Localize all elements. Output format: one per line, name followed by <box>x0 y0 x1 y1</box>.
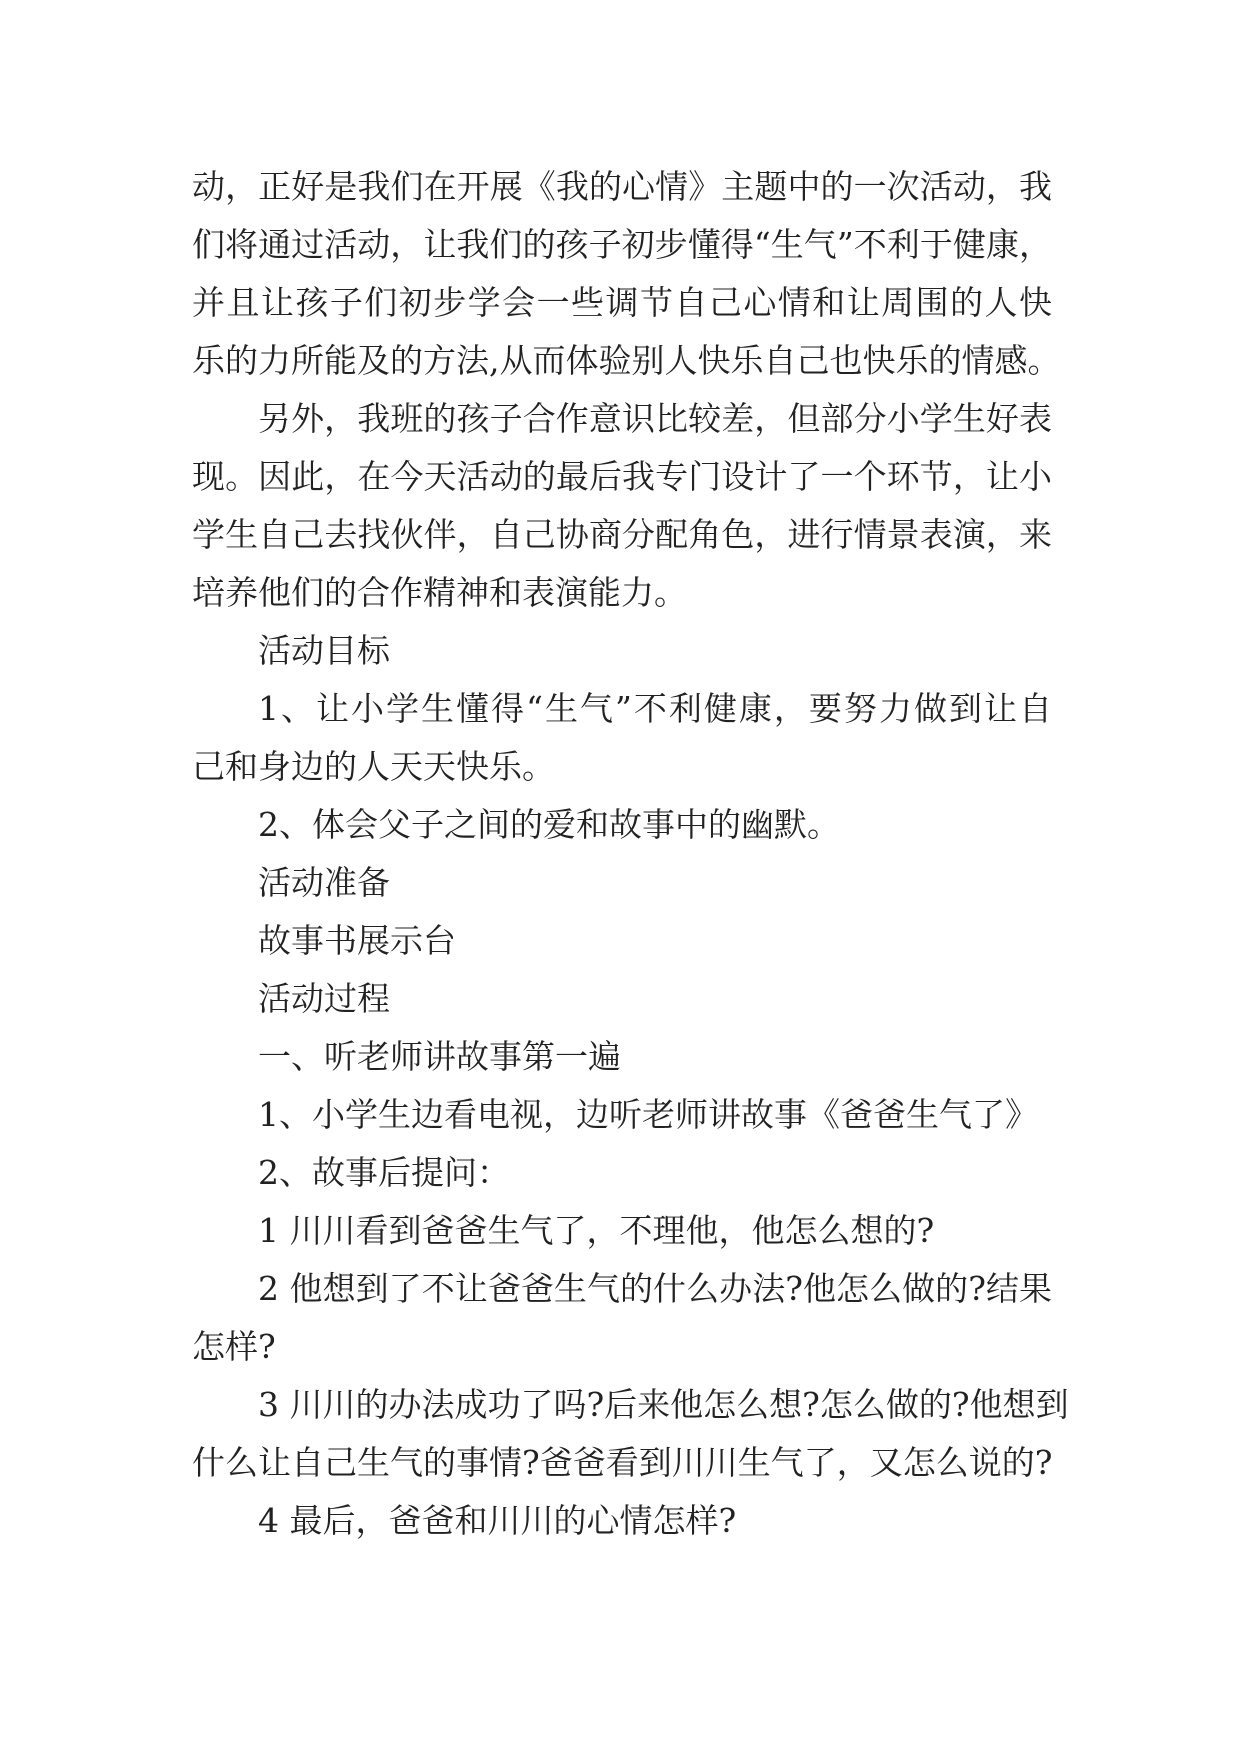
paragraph <box>192 1492 1052 1550</box>
text-line: 2、体会父子之间的爱和故事中的幽默。 <box>258 805 840 844</box>
text-line: 活动准备 <box>258 863 390 902</box>
paragraph <box>192 1144 1052 1202</box>
paragraph <box>192 970 1052 1028</box>
paragraph <box>192 1028 1052 1086</box>
text-line: 一、听老师讲故事第一遍 <box>258 1037 621 1076</box>
text-line: 乐的力所能及的方法,从而体验别人快乐自己也快乐的情感。 <box>192 341 1061 380</box>
text-line: 现。因此，在今天活动的最后我专门设计了一个环节，让小 <box>192 457 1052 496</box>
paragraph <box>192 854 1052 912</box>
paragraph <box>192 1260 1052 1376</box>
text-line: 活动过程 <box>258 979 390 1018</box>
paragraph <box>192 1376 1069 1492</box>
text-line: 学生自己去找伙伴，自己协商分配角色，进行情景表演，来 <box>192 515 1052 554</box>
text-line: 另外，我班的孩子合作意识比较差，但部分小学生好表 <box>258 399 1052 438</box>
text-line: 4 最后，爸爸和川川的心情怎样? <box>258 1501 737 1540</box>
paragraph <box>192 796 1052 854</box>
text-line: 什么让自己生气的事情?爸爸看到川川生气了，又怎么说的? <box>192 1443 1053 1482</box>
text-line: 故事书展示台 <box>258 921 456 960</box>
text-line: 2 他想到了不让爸爸生气的什么办法?他怎么做的?结果 <box>258 1269 1052 1308</box>
text-line: 2、故事后提问： <box>258 1153 510 1192</box>
text-line: 怎样? <box>192 1327 276 1366</box>
text-line: 1 川川看到爸爸生气了，不理他，他怎么想的? <box>258 1211 935 1250</box>
text-line: 培养他们的合作精神和表演能力。 <box>192 573 687 612</box>
paragraph <box>192 158 1061 390</box>
paragraph <box>192 622 1052 680</box>
text-line: 3 川川的办法成功了吗?后来他怎么想?怎么做的?他想到 <box>258 1385 1069 1424</box>
text-line: 1、让小学生懂得“生气”不利健康，要努力做到让自 <box>258 689 1052 728</box>
text-line: 己和身边的人天天快乐。 <box>192 747 555 786</box>
text-line: 动，正好是我们在开展《我的心情》主题中的一次活动，我 <box>192 167 1052 206</box>
text-line: 们将通过活动，让我们的孩子初步懂得“生气”不利于健康， <box>192 225 1052 264</box>
text-line: 1、小学生边看电视，边听老师讲故事《爸爸生气了》 <box>258 1095 1038 1134</box>
paragraph <box>192 390 1052 622</box>
paragraph <box>192 912 1052 970</box>
document-body <box>192 158 1069 1550</box>
paragraph <box>192 680 1052 796</box>
paragraph <box>192 1202 1052 1260</box>
paragraph <box>192 1086 1052 1144</box>
text-line: 并且让孩子们初步学会一些调节自己心情和让周围的人快 <box>192 283 1052 322</box>
text-line: 活动目标 <box>258 631 390 670</box>
